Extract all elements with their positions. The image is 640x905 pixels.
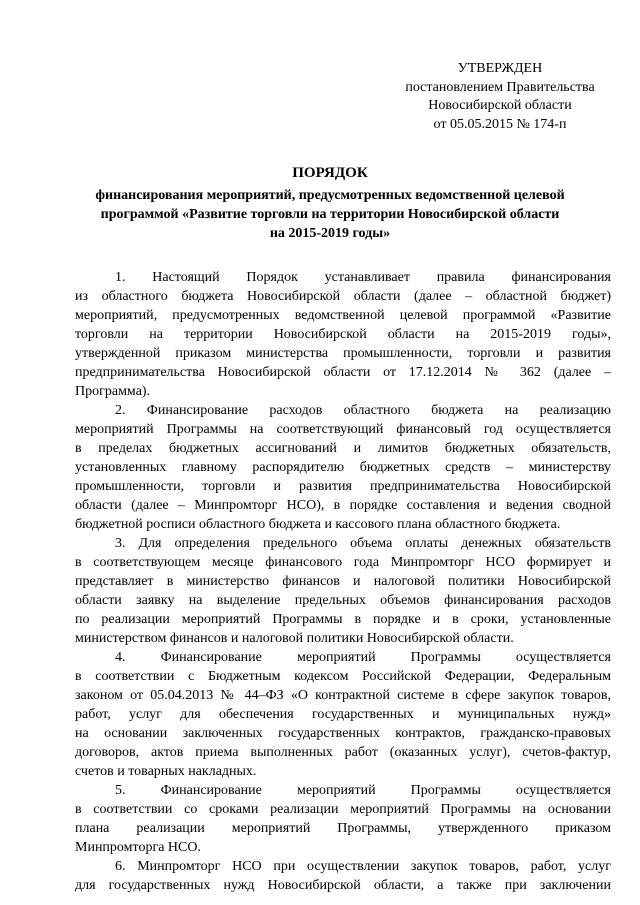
text-line: плана реализации мероприятий Программы, утвержденного приказом <box>75 821 611 836</box>
text-line: из областного бюджета Новосибирской области (далее – областной бюджет) <box>75 289 611 304</box>
title-line: финансирования мероприятий, предусмотренных ведомственной целевой <box>95 188 565 203</box>
paragraph-6 <box>75 857 611 895</box>
approval-title: УТВЕРЖДЕН <box>457 61 543 76</box>
title-line: на 2015-2019 годы» <box>269 226 391 241</box>
text-line: торговли на территории Новосибирской области на 2015-2019 годы», <box>75 327 611 342</box>
approval-line: постановлением Правительства <box>405 79 595 95</box>
document-body <box>75 268 611 895</box>
text-line: законом от 05.04.2013 № 44–ФЗ «О контрактной системе в сфере закупок товаров, <box>75 688 611 703</box>
approval-line: Новосибирской области <box>428 98 572 113</box>
paragraph-2 <box>75 401 611 534</box>
text-line: области заявку на выделение предельных объемов финансирования расходов <box>75 593 611 608</box>
text-line: Программа). <box>75 384 151 399</box>
text-line: предпринимательства Новосибирской области от 17.12.2014 № 362 (далее – <box>75 365 611 380</box>
text-line: области (далее – Минпромторг НСО), в порядке составления и ведения сводной <box>75 498 611 513</box>
text-line: в соответствующем месяце финансового года Минпромторг НСО формирует и <box>75 555 611 570</box>
paragraph-4 <box>75 648 611 781</box>
text-line: 1. Настоящий Порядок устанавливает правила финансирования <box>115 270 611 285</box>
paragraph-5 <box>75 781 611 857</box>
text-line: счетов и товарных накладных. <box>75 764 257 779</box>
text-line: работ, услуг для обеспечения государственных и муниципальных нужд» <box>75 707 611 722</box>
text-line: договоров, актов приема выполненных работ (оказанных услуг), счетов-фактур, <box>75 745 611 760</box>
text-line: Минпромторга НСО. <box>75 840 201 855</box>
text-line: представляет в министерство финансов и налоговой политики Новосибирской <box>75 574 611 589</box>
title-heading: ПОРЯДОК <box>292 165 368 181</box>
text-line: министерством финансов и налоговой политики Новосибирской области. <box>75 631 514 646</box>
text-line: для государственных нужд Новосибирской области, а также при заключении <box>75 878 611 893</box>
paragraph-3 <box>75 534 611 648</box>
text-line: 3. Для определения предельного объема оплаты денежных обязательств <box>115 536 611 551</box>
text-line: в пределах бюджетных ассигнований и лимитов бюджетных обязательств, <box>75 441 611 456</box>
text-line: 6. Минпромторг НСО при осуществлении закупок товаров, работ, услуг <box>115 859 611 874</box>
text-line: в соответствии с Бюджетным кодексом Российской Федерации, Федеральным <box>75 669 611 684</box>
text-line: 4. Финансирование мероприятий Программы осуществляется <box>115 650 611 665</box>
paragraph-1 <box>75 268 611 401</box>
approval-stamp <box>380 60 620 134</box>
title-line: программой «Развитие торговли на территории Новосибирской области <box>100 207 560 222</box>
text-line: по реализации мероприятий Программы в порядке и в сроки, установленные <box>75 612 611 627</box>
text-line: установленных главному распорядителю бюджетных средств – министерству <box>75 460 611 475</box>
text-line: бюджетной росписи областного бюджета и кассового плана областного бюджета. <box>75 517 561 532</box>
text-line: мероприятий, предусмотренных ведомственной целевой программой «Развитие <box>75 308 611 323</box>
text-line: мероприятий Программы на соответствующий финансовый год осуществляется <box>75 422 611 437</box>
text-line: на основании заключенных государственных контрактов, гражданско-правовых <box>75 726 611 741</box>
document-title <box>70 164 590 243</box>
approval-date: от 05.05.2015 № 174-п <box>433 116 567 132</box>
text-line: в соответствии со сроками реализации мероприятий Программы на основании <box>75 802 611 817</box>
text-line: 5. Финансирование мероприятий Программы осуществляется <box>115 783 611 798</box>
text-line: утвержденной приказом министерства промышленности, торговли и развития <box>75 346 611 361</box>
text-line: промышленности, торговли и развития предпринимательства Новосибирской <box>75 479 611 494</box>
text-line: 2. Финансирование расходов областного бюджета на реализацию <box>115 403 611 418</box>
